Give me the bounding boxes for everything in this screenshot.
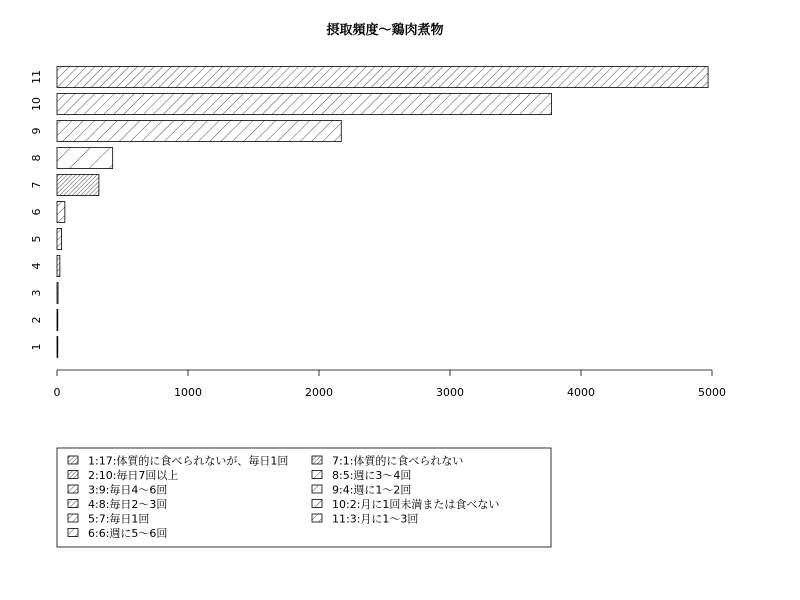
legend-swatch bbox=[312, 485, 322, 493]
bar-4 bbox=[57, 256, 60, 277]
x-tick-label: 4000 bbox=[567, 386, 595, 399]
legend-swatch bbox=[312, 514, 322, 522]
legend-swatch bbox=[312, 500, 322, 508]
y-tick-label: 7 bbox=[30, 181, 43, 189]
y-tick-label: 5 bbox=[30, 235, 43, 243]
legend-label: 10:2:月に1回未満または食べない bbox=[332, 498, 500, 511]
legend-label: 5:7:毎日1回 bbox=[88, 512, 150, 526]
legend bbox=[57, 448, 551, 547]
bar-2 bbox=[57, 310, 58, 331]
y-tick-label: 4 bbox=[30, 262, 43, 270]
legend-swatch bbox=[68, 514, 78, 522]
legend-swatch bbox=[312, 456, 322, 464]
legend-label: 11:3:月に1～3回 bbox=[332, 512, 419, 526]
legend-label: 4:8:毎日2～3回 bbox=[88, 498, 168, 511]
y-tick-label: 10 bbox=[30, 97, 43, 111]
legend-label: 3:9:毎日4～6回 bbox=[88, 483, 168, 497]
y-axis bbox=[30, 70, 43, 351]
legend-swatch bbox=[312, 471, 322, 479]
legend-swatch bbox=[68, 500, 78, 508]
x-axis bbox=[54, 370, 727, 399]
chart-title: 摂取頻度～鶏肉煮物 bbox=[326, 23, 444, 38]
bar-11 bbox=[57, 67, 708, 88]
y-tick-label: 1 bbox=[30, 343, 43, 351]
legend-swatch bbox=[68, 471, 78, 479]
legend-label: 8:5:週に3～4回 bbox=[332, 469, 412, 482]
legend-label: 2:10:毎日7回以上 bbox=[88, 469, 179, 482]
bar-5 bbox=[57, 229, 62, 250]
legend-label: 9:4:週に1～2回 bbox=[332, 483, 412, 497]
x-tick-label: 2000 bbox=[305, 386, 333, 399]
y-tick-label: 2 bbox=[30, 316, 43, 324]
bar-1 bbox=[57, 337, 58, 358]
bar-10 bbox=[57, 94, 552, 115]
legend-swatch bbox=[68, 485, 78, 493]
x-tick-label: 1000 bbox=[174, 386, 202, 399]
legend-label: 6:6:週に5～6回 bbox=[88, 527, 168, 540]
y-tick-label: 8 bbox=[30, 154, 43, 162]
legend-swatch bbox=[68, 456, 78, 464]
y-tick-label: 11 bbox=[30, 70, 43, 84]
bar-8 bbox=[57, 148, 113, 169]
x-tick-label: 5000 bbox=[698, 386, 726, 399]
bar-3 bbox=[57, 283, 58, 304]
bar-6 bbox=[57, 202, 65, 223]
y-tick-label: 3 bbox=[30, 289, 43, 297]
bar-7 bbox=[57, 175, 99, 196]
legend-label: 7:1:体質的に食べられない bbox=[332, 454, 464, 468]
x-tick-label: 3000 bbox=[436, 386, 464, 399]
legend-label: 1:17:体質的に食べられないが、毎日1回 bbox=[88, 454, 289, 468]
x-tick-label: 0 bbox=[53, 386, 61, 399]
bar-9 bbox=[57, 121, 341, 142]
legend-swatch bbox=[68, 529, 78, 537]
y-tick-label: 6 bbox=[30, 208, 43, 216]
bars bbox=[57, 67, 708, 358]
y-tick-label: 9 bbox=[30, 127, 43, 135]
